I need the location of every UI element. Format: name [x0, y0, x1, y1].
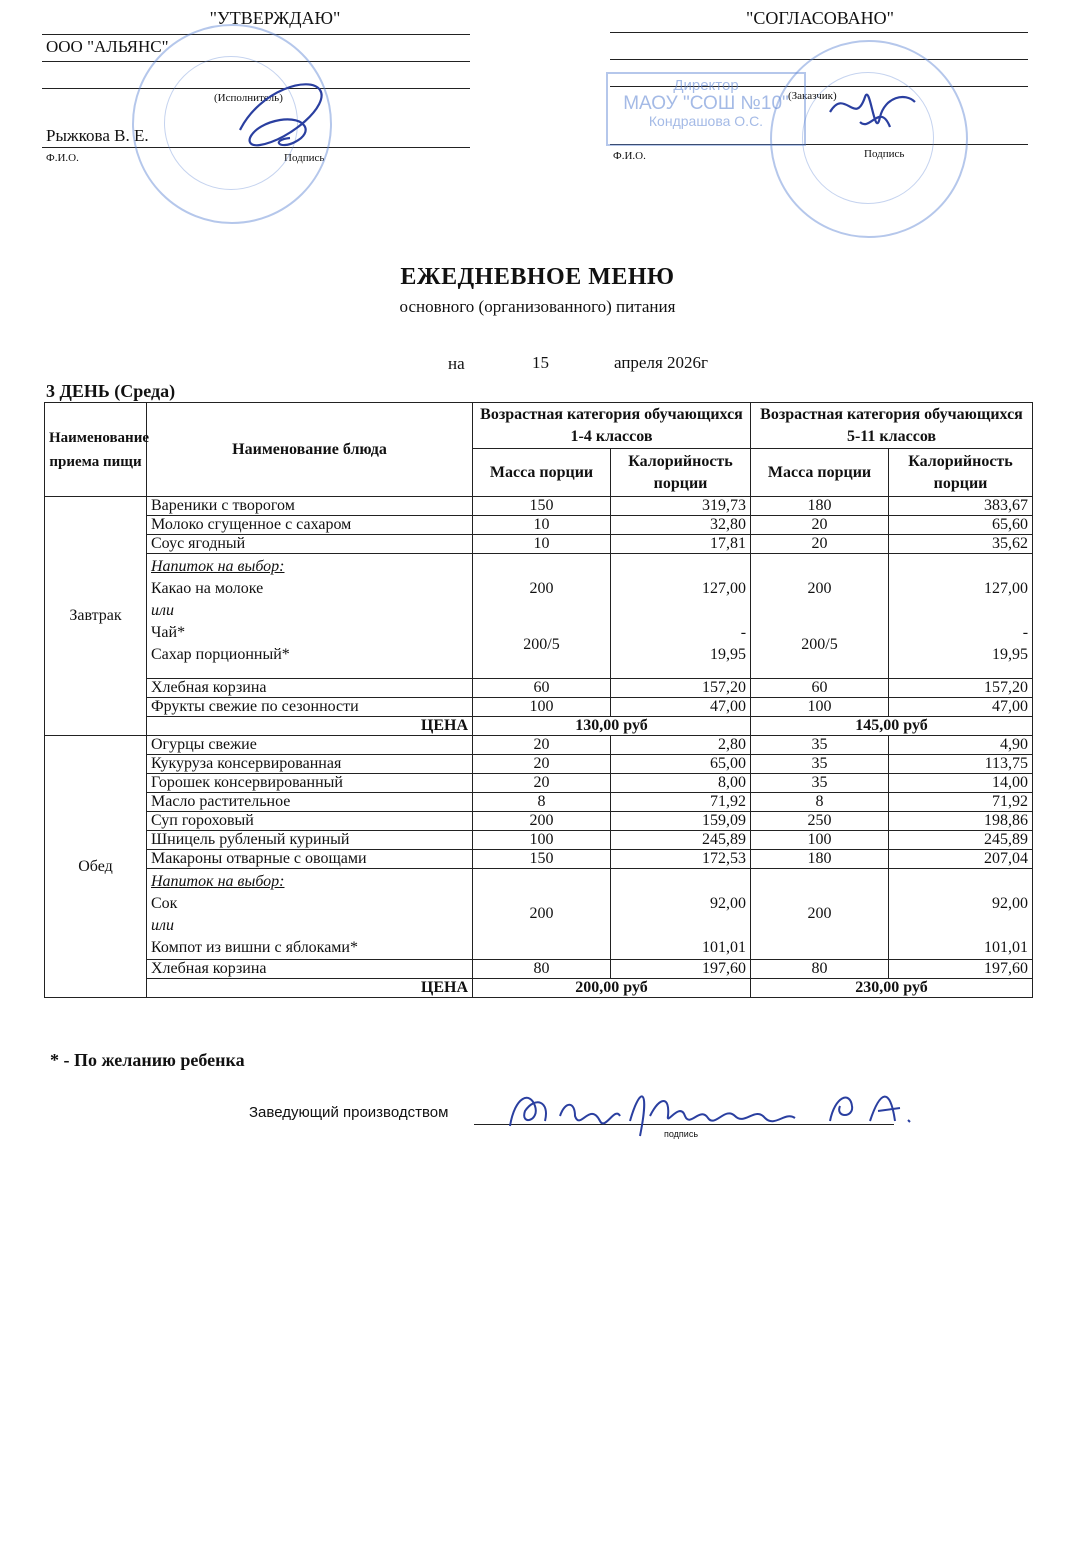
page-subtitle: основного (организованного) питания [399, 297, 676, 316]
kcal-2: 4,90 [889, 736, 1033, 755]
header-group-1-4: Возрастная категория обучающихся 1-4 классов [473, 403, 751, 449]
price-label: ЦЕНА [147, 979, 473, 998]
approve-sign-label: Подпись [284, 152, 325, 164]
approve-role: (Исполнитель) [214, 92, 283, 104]
stamp-line-2: МАОУ "СОШ №10" [623, 92, 789, 114]
dish-name: Хлебная корзина [147, 960, 473, 979]
kcal-1: 157,20 [611, 679, 751, 698]
header-mass-1: Масса порции [473, 449, 611, 497]
mass-2: 200 [807, 580, 832, 597]
mass-1: 100 [473, 831, 611, 850]
mass-2: 60 [751, 679, 889, 698]
day-label: 3 ДЕНЬ (Среда) [46, 381, 176, 401]
kcal-2-dash: - [1022, 624, 1029, 641]
header-dish: Наименование блюда [147, 403, 473, 497]
mass-2: 8 [751, 793, 889, 812]
mass-2: 250 [751, 812, 889, 831]
kcal-1: 19,95 [710, 646, 747, 663]
mass-2: 35 [751, 774, 889, 793]
date-prefix: на [448, 354, 465, 373]
stamp-line-3: Кондрашова О.С. [648, 112, 764, 129]
dish-name: Молоко сгущенное с сахаром [147, 516, 473, 535]
table-row [45, 535, 1033, 554]
dish-name: Фрукты свежие по сезонности [147, 698, 473, 717]
price-row [45, 717, 1033, 736]
kcal-1: 92,00 [710, 895, 747, 912]
mass-2: 80 [751, 960, 889, 979]
kcal-2: 92,00 [992, 895, 1029, 912]
kcal-2: 113,75 [889, 755, 1033, 774]
header-mass-2: Масса порции [751, 449, 889, 497]
kcal-1: 319,73 [611, 497, 751, 516]
mass-2: 100 [751, 698, 889, 717]
dish-name: Огурцы свежие [147, 736, 473, 755]
kcal-2: 245,89 [889, 831, 1033, 850]
mass-1: 10 [473, 516, 611, 535]
mass-2: 100 [751, 831, 889, 850]
agree-heading: "СОГЛАСОВАНО" [746, 8, 894, 28]
agree-role: (Заказчик) [788, 90, 837, 102]
table-row [45, 679, 1033, 698]
agree-fio-label: Ф.И.О. [613, 150, 646, 162]
dish-name: Суп гороховый [147, 812, 473, 831]
mass-1: 200 [473, 869, 611, 960]
kcal-2: 19,95 [992, 646, 1029, 663]
price-row [45, 979, 1033, 998]
menu-table [44, 402, 1033, 998]
header-group-5-11: Возрастная категория обучающихся 5-11 классов [751, 403, 1033, 449]
drink-option: Сахар порционный* [151, 646, 290, 663]
meal-lunch: Обед [45, 736, 147, 998]
kcal-1: 2,80 [611, 736, 751, 755]
table-row [45, 850, 1033, 869]
kcal-1: 65,00 [611, 755, 751, 774]
kcal-2: 47,00 [889, 698, 1033, 717]
kcal-2: 65,60 [889, 516, 1033, 535]
approve-fio-label: Ф.И.О. [46, 152, 79, 164]
dish-name: Кукуруза консервированная [147, 755, 473, 774]
mass-2: 200 [751, 869, 889, 960]
table-row [45, 812, 1033, 831]
kcal-1: 32,80 [611, 516, 751, 535]
drink-option: Сок [151, 895, 178, 912]
stamp-line-1: Директор [673, 77, 739, 94]
header-kcal-2: Калорийность порции [889, 449, 1033, 497]
header-meal: Наименование приема пищи [45, 403, 147, 497]
dish-name: Макароны отварные с овощами [147, 850, 473, 869]
drink-option: Компот из вишни с яблоками* [151, 939, 358, 956]
header-kcal-1: Калорийность порции [611, 449, 751, 497]
dish-name: Шницель рубленый куриный [147, 831, 473, 850]
dish-name: Горошек консервированный [147, 774, 473, 793]
manager-label: Заведующий производством [249, 1104, 449, 1121]
mass-2: 20 [751, 516, 889, 535]
mass-1: 10 [473, 535, 611, 554]
table-row [45, 755, 1033, 774]
approve-heading: "УТВЕРЖДАЮ" [209, 8, 341, 28]
mass-2: 35 [751, 755, 889, 774]
kcal-1: 47,00 [611, 698, 751, 717]
mass-1: 20 [473, 755, 611, 774]
drink-heading: Напиток на выбор: [151, 558, 285, 575]
mass-1: 200/5 [523, 636, 560, 653]
price-1-4: 130,00 руб [473, 717, 751, 736]
kcal-2: 197,60 [889, 960, 1033, 979]
mass-2: 180 [751, 850, 889, 869]
dish-name: Хлебная корзина [147, 679, 473, 698]
kcal-1: 197,60 [611, 960, 751, 979]
kcal-1-dash: - [740, 624, 747, 641]
mass-1: 200 [529, 580, 554, 597]
kcal-1: 8,00 [611, 774, 751, 793]
table-row [45, 774, 1033, 793]
kcal-1: 71,92 [611, 793, 751, 812]
mass-2: 20 [751, 535, 889, 554]
date-month-year: апреля 2026г [614, 353, 708, 372]
mass-1: 100 [473, 698, 611, 717]
dish-name: Соус ягодный [147, 535, 473, 554]
price-5-11: 230,00 руб [751, 979, 1033, 998]
drink-heading: Напиток на выбор: [151, 873, 285, 890]
dish-name: Вареники с творогом [147, 497, 473, 516]
table-row [45, 698, 1033, 717]
approve-signature [220, 70, 340, 160]
agree-signature [820, 72, 930, 162]
kcal-1: 159,09 [611, 812, 751, 831]
kcal-2: 383,67 [889, 497, 1033, 516]
kcal-2: 101,01 [984, 939, 1029, 956]
agree-sign-label: Подпись [864, 148, 905, 160]
kcal-1: 101,01 [702, 939, 747, 956]
dish-name: Масло растительное [147, 793, 473, 812]
mass-1: 80 [473, 960, 611, 979]
table-row-drink [45, 554, 1033, 679]
mass-1: 60 [473, 679, 611, 698]
kcal-1: 17,81 [611, 535, 751, 554]
table-row [45, 516, 1033, 535]
drink-or: или [151, 917, 174, 934]
table-row [45, 497, 1033, 516]
mass-1: 8 [473, 793, 611, 812]
date-day: 15 [532, 353, 549, 372]
price-5-11: 145,00 руб [751, 717, 1033, 736]
kcal-1: 172,53 [611, 850, 751, 869]
table-row [45, 736, 1033, 755]
mass-1: 150 [473, 850, 611, 869]
mass-1: 200 [473, 812, 611, 831]
mass-2: 200/5 [801, 636, 838, 653]
approve-org: ООО "АЛЬЯНС" [46, 37, 169, 56]
table-row-drink [45, 869, 1033, 960]
mass-2: 35 [751, 736, 889, 755]
kcal-2: 198,86 [889, 812, 1033, 831]
table-row [45, 793, 1033, 812]
table-row [45, 831, 1033, 850]
approve-name: Рыжкова В. Е. [46, 126, 149, 145]
kcal-2: 157,20 [889, 679, 1033, 698]
mass-1: 20 [473, 736, 611, 755]
price-label: ЦЕНА [147, 717, 473, 736]
manager-sign-label: подпись [664, 1129, 699, 1139]
drink-or: или [151, 602, 174, 619]
kcal-2: 207,04 [889, 850, 1033, 869]
mass-1: 20 [473, 774, 611, 793]
drink-option: Какао на молоке [151, 580, 264, 597]
footnote: * - По желанию ребенка [50, 1050, 245, 1070]
mass-2: 180 [751, 497, 889, 516]
mass-1: 150 [473, 497, 611, 516]
table-row [45, 960, 1033, 979]
manager-signature [490, 1076, 930, 1146]
drink-option: Чай* [151, 624, 186, 641]
kcal-1: 245,89 [611, 831, 751, 850]
kcal-2: 35,62 [889, 535, 1033, 554]
page-title: ЕЖЕДНЕВНОЕ МЕНЮ [400, 264, 675, 290]
kcal-1: 127,00 [702, 580, 747, 597]
price-1-4: 200,00 руб [473, 979, 751, 998]
kcal-2: 71,92 [889, 793, 1033, 812]
kcal-2: 127,00 [984, 580, 1029, 597]
kcal-2: 14,00 [889, 774, 1033, 793]
meal-breakfast: Завтрак [45, 497, 147, 736]
